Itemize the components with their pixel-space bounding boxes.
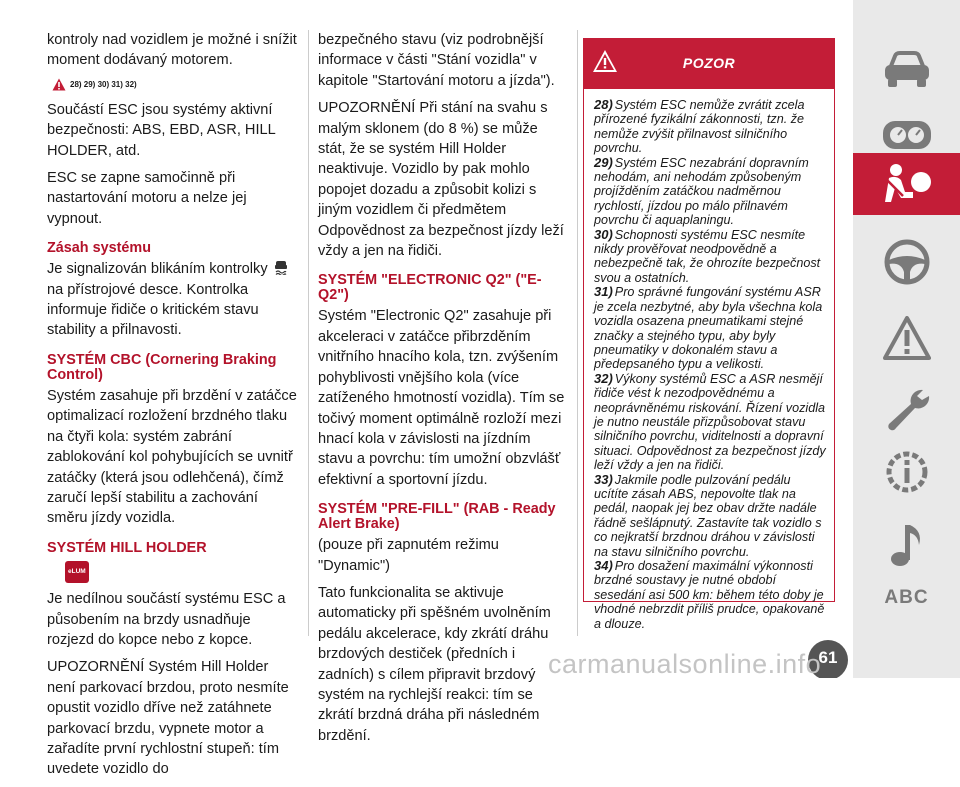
warning-box-header xyxy=(584,39,834,89)
paragraph xyxy=(47,259,299,341)
warning-item xyxy=(594,156,826,228)
sidebar-item-safety[interactable] xyxy=(853,153,960,215)
warning-item xyxy=(594,559,826,631)
item-text: Pro správné fungování systému ASR je zcela nezbytné, aby byla všechna kola vozidla osazena pneumatikami stejné značky a stejného typu, aby byly pneumatiky v dokonalém stavu a předepsaného typu a velikosti. xyxy=(594,285,823,372)
paragraph: UPOZORNĚNÍ Při stání na svahu s malým sklonem (do 8 %) se může stát, že se systém Hill Holder neaktivuje. Vozidlo by pak mohlo popojet dozadu a způsobit kolizi s jiným vozidlem či předmětem Odpovědnost za bezpečnost jízdy leží vždy a jen na řidiči. xyxy=(318,100,564,260)
item-text: Systém ESC nemůže zvrátit zcela přírozené fyzikální zákonnosti, tzn. že nemůže zvýšit přilnavost silničního povrchu. xyxy=(594,98,805,156)
item-text: Schopnosti systému ESC nesmíte nikdy prověřovat neodpovědně a nebezpečně tak, že ohrozíte bezpečnost svou a ostatních. xyxy=(594,227,821,285)
paragraph: Systém zasahuje při brzdění v zatáčce optimalizací rozložení brzdného tlaku na čtyři kola: systém zabrání zablokování kol pohybujících se uvnitř zatáčky (která jsou odlehčená), čímž zaručí lepší stabilitu a zachování směru jízdy vozidla. xyxy=(47,387,297,527)
paragraph: kontroly nad vozidlem je možné i snížit moment dodávaný motorem. xyxy=(47,32,297,69)
warning-box-title: POZOR xyxy=(682,55,736,71)
sidebar-item-index[interactable] xyxy=(853,568,960,628)
wrench-icon xyxy=(883,386,931,434)
dashboard-gauge-icon xyxy=(881,115,933,155)
section-heading: SYSTÉM "ELECTRONIC Q2" ("E-Q2") xyxy=(318,272,542,304)
paragraph-text: na přístrojové desce. Kontrolka informuje řidiče o kritickém stavu stability a přilnavosti. xyxy=(47,281,259,339)
sidebar-item-maintenance[interactable] xyxy=(853,380,960,440)
page-number-text: 61 xyxy=(818,648,838,667)
item-text: Pro dosažení maximální výkonnosti brzdné soustavy je nutné období sesedání asi 500 km: během této doby je vhodné nebrzdit příliš prudce, opakovaně a dlouze. xyxy=(594,559,825,631)
abc-index-label: ABC xyxy=(884,587,929,608)
seatbelt-airbag-icon xyxy=(879,162,935,206)
sidebar-item-driving[interactable] xyxy=(853,232,960,292)
paragraph: ESC se zapne samočinně při nastartování motoru a nelze jej vypnout. xyxy=(47,170,247,227)
section-heading: SYSTÉM CBC (Cornering Braking Control) xyxy=(47,351,277,383)
info-icon xyxy=(883,448,931,496)
chapter-sidebar xyxy=(853,0,960,678)
section-heading: SYSTÉM HILL HOLDER xyxy=(47,539,207,556)
elum-badge: eLUM xyxy=(65,561,89,583)
text-column-left xyxy=(47,30,299,787)
sidebar-item-emergency[interactable] xyxy=(853,308,960,368)
paragraph: Tato funkcionalita se aktivuje automaticky při spěšném uvolněním pedálu akcelerace, kdy zkrátí dráhu brzdových destiček (předních i zadních) s cílem připravit brzdový systém na rychlejší reakci: tím se zkrátí brzdná dráha při následném brzdění. xyxy=(318,584,551,744)
esc-warning-light-icon xyxy=(274,259,288,275)
music-note-icon xyxy=(887,521,927,569)
item-number: 33) xyxy=(594,471,613,487)
paragraph: bezpečného stavu (viz podrobnější informace v části "Stání vozidla" v kapitole "Startování motoru a jízda"). xyxy=(318,32,555,89)
item-number: 28) xyxy=(594,97,613,112)
warning-box-body xyxy=(584,89,834,631)
item-number: 34) xyxy=(594,558,613,573)
section-heading: SYSTÉM "PRE-FILL" (RAB - Ready Alert Brake) xyxy=(318,501,556,533)
warning-item xyxy=(594,372,826,473)
text-column-middle xyxy=(318,30,568,753)
watermark: carmanualsonline.info xyxy=(548,649,822,679)
item-number: 29) xyxy=(594,154,613,170)
item-number: 30) xyxy=(594,226,613,242)
steering-wheel-icon xyxy=(883,238,931,286)
sidebar-item-car[interactable] xyxy=(853,40,960,100)
warning-triangle-icon xyxy=(52,78,66,91)
column-divider xyxy=(308,30,309,636)
paragraph: (pouze při zapnutém režimu "Dynamic") xyxy=(318,537,499,574)
paragraph-text: Je signalizován blikáním kontrolky xyxy=(47,261,268,278)
warning-references xyxy=(52,78,299,92)
column-divider xyxy=(577,30,578,636)
warning-item xyxy=(594,285,826,371)
warning-box xyxy=(583,38,835,631)
section-heading: Zásah systému xyxy=(47,240,151,257)
item-number: 31) xyxy=(594,284,613,300)
item-text: Výkony systémů ESC a ASR nesmějí řidiče vést k nezodpovědnému a neoprávněnému riskování. Řízení vozidla je nutno neustále přizpůsobovat stavu silničního povrchu, viditelnosti a dopravní situaci. Odpovědnost za bezpečnost jízdy leží vždy a jen na řidiči. xyxy=(594,371,826,473)
item-text: Jakmile podle pulzování pedálu ucítíte zásah ABS, nepovolte tlak na pedál, naopak jej bez obav držte nadále řádně sešlápnutý. Zastavíte tak vozidlo s co nejkratší brzdnou dráhou v závislosti na stavu silničního povrchu. xyxy=(594,472,822,559)
warning-triangle-icon xyxy=(883,316,931,360)
item-text: Systém ESC nezabrání dopravním nehodám, ani nehodám způsobeným projížděním zatáčkou nadměrnou rychlostí, jízdou po málo přilnavém povrchu či aquaplaningu. xyxy=(594,155,809,228)
item-number: 32) xyxy=(594,370,613,386)
car-icon xyxy=(881,50,933,90)
paragraph: UPOZORNĚNÍ Systém Hill Holder není parkovací brzdou, proto nesmíte opustit vozidlo dříve než zatáhnete parkovací brzdu, vypnete motor a zařadíte první rychlostní stupeň: tím uvedete vozidlo do xyxy=(47,659,289,778)
warning-item xyxy=(594,98,826,156)
warning-item xyxy=(594,228,826,286)
warning-item xyxy=(594,473,826,559)
sidebar-item-multimedia[interactable] xyxy=(853,515,960,575)
paragraph: Součástí ESC jsou systémy aktivní bezpečnosti: ABS, EBD, ASR, HILL HOLDER, atd. xyxy=(47,101,276,159)
paragraph: Je nedílnou součástí systému ESC a působením na brzdy usnadňuje rozjezd do kopce nebo z kopce. xyxy=(47,591,286,648)
reference-numbers: 28) 29) 30) 31) 32) xyxy=(70,79,137,89)
paragraph: Systém "Electronic Q2" zasahuje při akceleraci v zatáčce přibrzděním vnitřního hnacího kola, tzn. zvýšením pohyblivosti vnějšího kola (více zatíženého hmotností vozidla). Tím se točivý moment optimálně rozloží mezi hnací kola v závislosti na jízdním stavu a povrchu: tím umožní obzvlášť efektivní a sportovní jízdu. xyxy=(318,308,565,488)
sidebar-item-technical-data[interactable] xyxy=(853,442,960,502)
